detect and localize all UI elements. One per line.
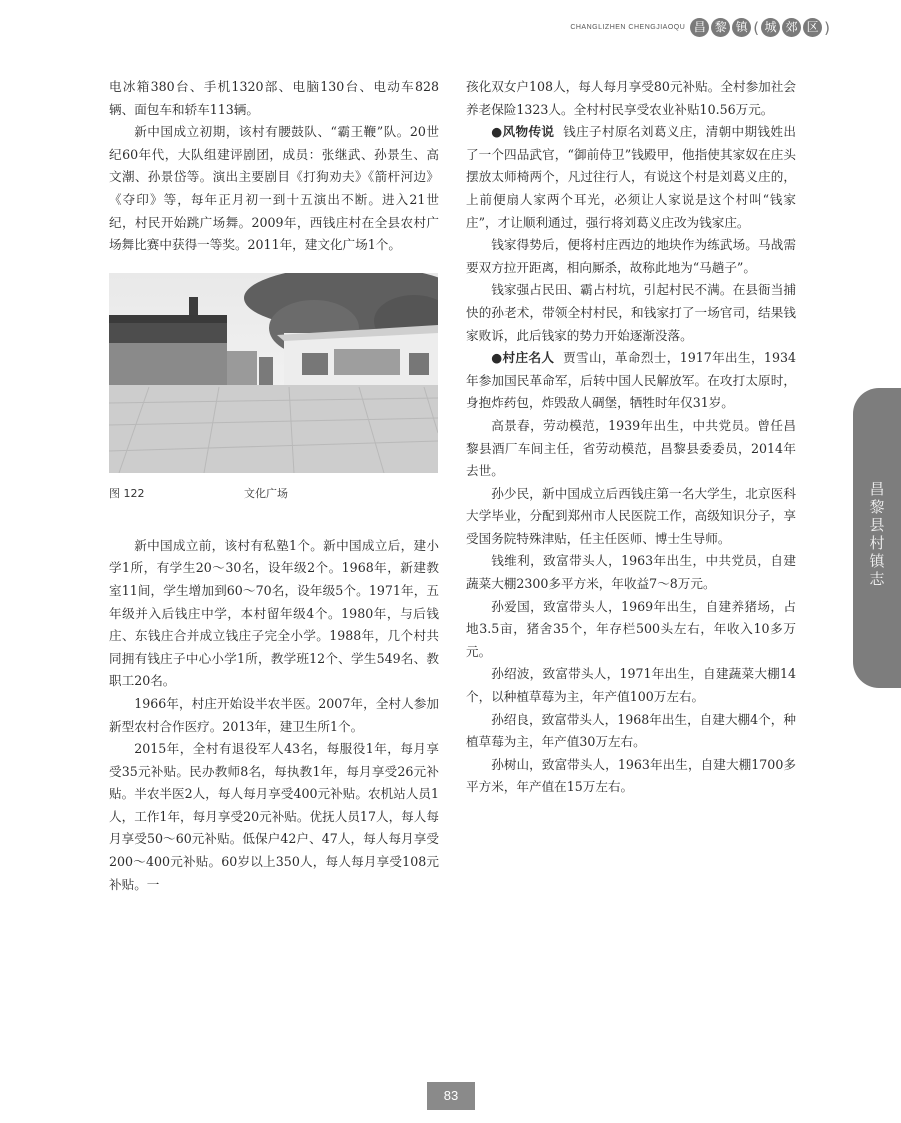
left-paragraph-4: 1966年，村庄开始设半农半医。2007年，全村人参加新型农村合作医疗。2013年，建卫生所1个。 bbox=[109, 695, 439, 734]
right-paragraph-2 bbox=[466, 121, 796, 234]
header-char-2: 黎 bbox=[711, 18, 730, 37]
header-paren-open: ( bbox=[753, 18, 760, 37]
right-paragraph-3: 钱家得势后，便将村庄西边的地块作为练武场。马战需要双方拉开距离，相向厮杀，故称此地为“马趟子”。 bbox=[466, 237, 796, 275]
right-paragraph-7: 孙少民，新中国成立后西钱庄第一名大学生，北京医科大学毕业，分配到郑州市人民医院工作，高级知识分子，享受国务院特殊津贴，任主任医师、博士生导师。 bbox=[466, 485, 796, 546]
left-column bbox=[109, 76, 439, 896]
header-latin-text: CHANGLIZHEN CHENGJIAOQU bbox=[570, 24, 686, 31]
right-paragraph-5 bbox=[466, 347, 796, 415]
right-paragraph-6: 高景春，劳动模范，1939年出生，中共党员。曾任昌黎县酒厂车间主任，省劳动模范，昌黎县委委员，2014年去世。 bbox=[466, 417, 796, 479]
right-paragraph-12: 孙树山，致富带头人，1963年出生，自建大棚1700多平方米，年产值在15万左右。 bbox=[466, 756, 796, 795]
legend-section-label: ●风物传说 bbox=[491, 124, 555, 140]
header-paren-close: ) bbox=[824, 18, 830, 37]
figure-caption bbox=[109, 483, 439, 503]
header-paren-char-3: 区 bbox=[803, 18, 822, 37]
header-paren-char-2: 郊 bbox=[782, 18, 801, 37]
header-char-1: 昌 bbox=[690, 18, 709, 37]
side-tab-text: 昌黎县村镇志 bbox=[869, 480, 885, 588]
header-char-3: 镇 bbox=[732, 18, 751, 37]
right-paragraph-1: 孩化双女户108人，每人每月享受80元补贴。全村参加社会养老保险1323人。全村村民享受农业补贴10.56万元。 bbox=[466, 79, 796, 117]
right-column bbox=[466, 76, 796, 799]
right-paragraph-8: 钱维利，致富带头人，1963年出生，中共党员，自建蔬菜大棚2300多平方米，年收益7～8万元。 bbox=[466, 553, 796, 592]
right-paragraph-11: 孙绍良，致富带头人，1968年出生，自建大棚4个，种植草莓为主，年产值30万左右。 bbox=[466, 711, 796, 750]
figure-title: 文化广场 bbox=[244, 486, 288, 500]
left-paragraph-5: 2015年，全村有退役军人43名，每服役1年，每月享受35元补贴。民办教师8名，每执教1年，每月享受26元补贴。半农半医2人，每人每月享受400元补贴。农机站人员1人，工作1年，每月享受20元补贴。优抚人员17人，每人每月享受50～60元补贴。低保户42户、47人，每人每月享受200～400元补贴。60岁以上350人，每人每月享受108元补贴。一 bbox=[109, 741, 439, 892]
left-paragraph-1: 电冰箱380台、手机1320部、电脑130台、电动车828辆、面包车和轿车113辆。 bbox=[109, 79, 439, 117]
left-paragraph-3: 新中国成立前，该村有私塾1个。新中国成立后，建小学1所，有学生20～30名，设年级2个。1968年，新建教室11间，学生增加到60～70名，设年级5个。1971年，五年级并入后钱庄中学，本村留年级4个。1980年，与后钱庄、东钱庄合并成立钱庄子完全小学。1988年，几个村共同拥有钱庄子中心小学1所，教学班12个、学生549名、教职工20名。 bbox=[109, 537, 439, 689]
left-paragraph-2: 新中国成立初期，该村有腰鼓队、“霸王鞭”队。20世纪60年代，大队组建评剧团，成员：张继武、孙景生、高文潮、孙景岱等。演出主要剧目《打狗劝夫》《箭杆河边》《夺印》等，每年正月初一到十五演出不断。进入21世纪，村民开始跳广场舞。2009年，西钱庄村在全县农村广场舞比赛中获得一等奖。2011年，建文化广场1个。 bbox=[109, 124, 439, 253]
right-paragraph-9: 孙爱国，致富带头人，1969年出生，自建养猪场，占地3.5亩，猪舍35个，年存栏500头左右，年收入10多万元。 bbox=[466, 598, 796, 659]
page-number: 83 bbox=[427, 1082, 475, 1110]
figure-number: 图 122 bbox=[109, 486, 145, 500]
running-header bbox=[570, 18, 831, 37]
legend-text: 钱庄子村原名刘葛义庄，清朝中期钱姓出了一个四品武官，“御前侍卫”钱殿甲，他指使其家奴在庄头摆放太师椅两个，凡过往行人，有说这个村是刘葛义庄的，上前便扇人家两个耳光，必须让人家说是这个村叫“钱家庄”，才让顺利通过，强行将刘葛义庄改为钱家庄。 bbox=[466, 124, 796, 230]
header-paren-char-1: 城 bbox=[761, 18, 780, 37]
right-paragraph-10: 孙绍波，致富带头人，1971年出生，自建蔬菜大棚14个，以种植草莓为主，年产值100万左右。 bbox=[466, 666, 796, 705]
right-paragraph-4: 钱家强占民田、霸占村坑，引起村民不满。在县衙当捕快的孙老术，带领全村村民，和钱家打了一场官司，结果钱家败诉，此后钱家的势力开始逐渐没落。 bbox=[466, 282, 796, 343]
notables-section-label: ●村庄名人 bbox=[491, 350, 555, 366]
notables-text: 贾雪山，革命烈士，1917年出生，1934年参加国民革命军，后转中国人民解放军。在攻打太原时，身抱炸药包，炸毁敌人碉堡，牺牲时年仅31岁。 bbox=[466, 350, 796, 411]
culture-square-illustration bbox=[109, 273, 438, 473]
culture-square-photo bbox=[109, 273, 438, 473]
side-tab bbox=[853, 388, 901, 688]
